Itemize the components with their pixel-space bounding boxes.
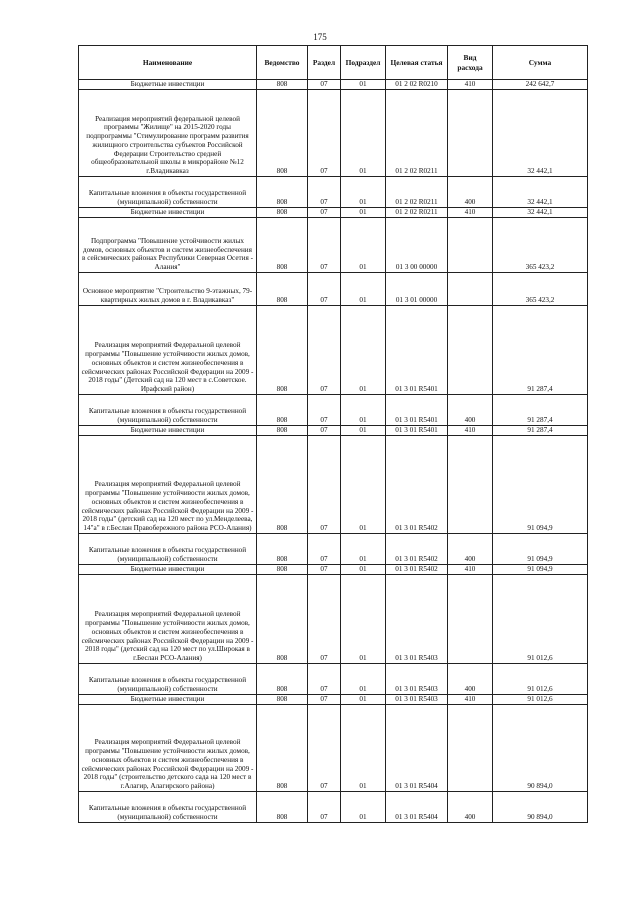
row-department: 808 — [257, 306, 308, 395]
row-subsection: 01 — [341, 792, 386, 823]
table-row — [79, 395, 588, 426]
header-subsection: Подраздел — [341, 46, 386, 80]
row-department: 808 — [257, 395, 308, 426]
row-name-text: Реализация мероприятий федеральной целевой программы "Жилище" на 2015-2020 годы подпрограммы "Стимулирование программ развития жилищного строительства субъектов Российской Федерации Строительство средней общеобразовательной школы в микрорайоне №12 г.Владикавказ — [86, 114, 249, 176]
row-department: 808 — [257, 218, 308, 273]
table-body — [79, 80, 588, 823]
row-target-article: 01 3 00 00000 — [386, 218, 448, 273]
row-name-text: Реализация мероприятий Федеральной целевой программы "Повышение устойчивости жилых домов, основных объектов и систем жизнеобеспечения в сейсмических районах Российской Федерации на 2009 - 2018 годы" (детский сад на 120 мест по ул.Менделеева, 14"а" в г.Беслан Правобережного района РСО-Алания) — [81, 480, 254, 533]
row-section: 07 — [308, 273, 341, 306]
row-expense-type — [448, 273, 493, 306]
row-name — [79, 306, 257, 395]
row-target-article: 01 3 01 R5401 — [386, 395, 448, 426]
row-sum: 90 894,0 — [493, 705, 588, 792]
row-section: 07 — [308, 306, 341, 395]
row-section: 07 — [308, 695, 341, 705]
row-name — [79, 705, 257, 792]
row-section: 07 — [308, 575, 341, 664]
row-expense-type: 410 — [448, 80, 493, 90]
row-subsection: 01 — [341, 80, 386, 90]
row-expense-type: 410 — [448, 565, 493, 575]
row-section: 07 — [308, 426, 341, 436]
row-target-article: 01 2 02 R0211 — [386, 90, 448, 177]
row-subsection: 01 — [341, 534, 386, 565]
row-department: 808 — [257, 436, 308, 534]
row-department: 808 — [257, 664, 308, 695]
row-target-article: 01 3 01 R5403 — [386, 664, 448, 695]
row-name — [79, 792, 257, 823]
row-name-text: Реализация мероприятий Федеральной целевой программы "Повышение устойчивости жилых домов, основных объектов и систем жизнеобеспечения в сейсмических районах Российской Федерации на 2009 - 2018 годы" (строительство детского сада на 120 мест в г.Алагир, Алагирского района) — [81, 738, 254, 791]
row-sum: 91 094,9 — [493, 565, 588, 575]
row-department: 808 — [257, 792, 308, 823]
row-expense-type: 400 — [448, 177, 493, 208]
row-section: 07 — [308, 792, 341, 823]
table-row — [79, 792, 588, 823]
row-subsection: 01 — [341, 90, 386, 177]
row-target-article: 01 3 01 R5401 — [386, 306, 448, 395]
row-department: 808 — [257, 90, 308, 177]
row-subsection: 01 — [341, 306, 386, 395]
budget-table — [78, 45, 588, 823]
row-section: 07 — [308, 664, 341, 695]
table-header-row — [79, 46, 588, 80]
row-subsection: 01 — [341, 426, 386, 436]
row-target-article: 01 3 01 R5403 — [386, 575, 448, 664]
row-sum: 91 012,6 — [493, 695, 588, 705]
row-subsection: 01 — [341, 177, 386, 208]
row-name — [79, 436, 257, 534]
row-target-article: 01 3 01 R5404 — [386, 792, 448, 823]
row-name-text: Капитальные вложения в объекты государственной (муниципальной) собственности — [88, 546, 247, 564]
row-section: 07 — [308, 705, 341, 792]
row-department: 808 — [257, 177, 308, 208]
row-expense-type: 400 — [448, 664, 493, 695]
row-sum: 91 094,9 — [493, 436, 588, 534]
row-expense-type: 400 — [448, 395, 493, 426]
row-sum: 91 287,4 — [493, 426, 588, 436]
header-target-article: Целевая статья — [386, 46, 448, 80]
header-sum: Сумма — [493, 46, 588, 80]
row-section: 07 — [308, 208, 341, 218]
row-target-article: 01 2 02 R0211 — [386, 177, 448, 208]
row-sum: 91 287,4 — [493, 395, 588, 426]
row-target-article: 01 3 01 R5403 — [386, 695, 448, 705]
row-name-text: Подпрограмма "Повышение устойчивости жилых домов, основных объектов и систем жизнеобеспечения в сейсмических районах Республики Северная Осетия - Алания" — [82, 236, 253, 272]
row-department: 808 — [257, 208, 308, 218]
row-target-article: 01 3 01 R5402 — [386, 565, 448, 575]
row-section: 07 — [308, 80, 341, 90]
row-subsection: 01 — [341, 395, 386, 426]
row-subsection: 01 — [341, 575, 386, 664]
row-name — [79, 534, 257, 565]
row-name — [79, 218, 257, 273]
row-target-article: 01 2 02 R0210 — [386, 80, 448, 90]
row-department: 808 — [257, 426, 308, 436]
row-subsection: 01 — [341, 695, 386, 705]
row-subsection: 01 — [341, 705, 386, 792]
row-subsection: 01 — [341, 273, 386, 306]
row-target-article: 01 2 02 R0211 — [386, 208, 448, 218]
row-name-text: Бюджетные инвестиции — [130, 208, 205, 217]
row-sum: 32 442,1 — [493, 90, 588, 177]
row-name — [79, 208, 257, 218]
header-expense-type: Вид расхода — [448, 46, 493, 80]
row-section: 07 — [308, 177, 341, 208]
row-name-text: Капитальные вложения в объекты государственной (муниципальной) собственности — [88, 407, 247, 425]
row-name-text: Бюджетные инвестиции — [130, 426, 205, 435]
row-expense-type — [448, 90, 493, 177]
row-sum: 91 287,4 — [493, 306, 588, 395]
row-sum: 365 423,2 — [493, 273, 588, 306]
table-row — [79, 565, 588, 575]
row-name — [79, 575, 257, 664]
page-number: 175 — [313, 32, 327, 42]
row-department: 808 — [257, 565, 308, 575]
row-name-text: Капитальные вложения в объекты государственной (муниципальной) собственности — [88, 676, 247, 694]
row-target-article: 01 3 01 R5401 — [386, 426, 448, 436]
row-target-article: 01 3 01 00000 — [386, 273, 448, 306]
table-row — [79, 177, 588, 208]
row-subsection: 01 — [341, 565, 386, 575]
row-name-text: Бюджетные инвестиции — [130, 695, 205, 704]
row-sum: 32 442,1 — [493, 177, 588, 208]
row-department: 808 — [257, 273, 308, 306]
table-row — [79, 436, 588, 534]
row-name — [79, 80, 257, 90]
row-section: 07 — [308, 90, 341, 177]
row-name — [79, 695, 257, 705]
row-expense-type: 400 — [448, 792, 493, 823]
table-row — [79, 218, 588, 273]
row-section: 07 — [308, 436, 341, 534]
table-row — [79, 705, 588, 792]
row-expense-type — [448, 705, 493, 792]
table-row — [79, 273, 588, 306]
row-department: 808 — [257, 534, 308, 565]
row-sum: 365 423,2 — [493, 218, 588, 273]
row-name-text: Бюджетные инвестиции — [130, 80, 205, 89]
row-sum: 91 012,6 — [493, 575, 588, 664]
row-subsection: 01 — [341, 436, 386, 534]
row-sum: 91 094,9 — [493, 534, 588, 565]
row-name — [79, 90, 257, 177]
row-expense-type — [448, 575, 493, 664]
row-name-text: Капитальные вложения в объекты государственной (муниципальной) собственности — [88, 804, 247, 822]
row-name — [79, 426, 257, 436]
table-row — [79, 80, 588, 90]
row-department: 808 — [257, 695, 308, 705]
row-name — [79, 395, 257, 426]
table-row — [79, 534, 588, 565]
row-target-article: 01 3 01 R5404 — [386, 705, 448, 792]
table-row — [79, 426, 588, 436]
table-row — [79, 306, 588, 395]
row-expense-type — [448, 218, 493, 273]
row-name — [79, 177, 257, 208]
row-expense-type: 410 — [448, 426, 493, 436]
row-sum: 90 894,0 — [493, 792, 588, 823]
row-name — [79, 565, 257, 575]
row-name — [79, 664, 257, 695]
row-name-text: Основное мероприятие "Строительство 9-этажных, 79-квартирных жилых домов в г. Владикавказ" — [82, 287, 253, 305]
header-department: Ведомство — [257, 46, 308, 80]
row-expense-type — [448, 306, 493, 395]
row-name-text: Бюджетные инвестиции — [130, 565, 205, 574]
header-section: Раздел — [308, 46, 341, 80]
row-name-text: Реализация мероприятий Федеральной целевой программы "Повышение устойчивости жилых домов, основных объектов и систем жизнеобеспечения в сейсмических районах Российской Федерации на 2009 - 2018 годы" (детский сад на 120 мест по ул.Широкая в г.Беслан РСО-Алания) — [81, 610, 254, 663]
row-expense-type — [448, 436, 493, 534]
row-name-text: Капитальные вложения в объекты государственной (муниципальной) собственности — [88, 189, 247, 207]
row-subsection: 01 — [341, 664, 386, 695]
row-subsection: 01 — [341, 208, 386, 218]
row-expense-type: 400 — [448, 534, 493, 565]
table-row — [79, 575, 588, 664]
row-section: 07 — [308, 218, 341, 273]
row-expense-type: 410 — [448, 695, 493, 705]
row-sum: 32 442,1 — [493, 208, 588, 218]
row-sum: 242 642,7 — [493, 80, 588, 90]
row-subsection: 01 — [341, 218, 386, 273]
row-department: 808 — [257, 705, 308, 792]
row-section: 07 — [308, 395, 341, 426]
table-row — [79, 208, 588, 218]
header-name: Наименование — [79, 46, 257, 80]
row-sum: 91 012,6 — [493, 664, 588, 695]
row-name-text: Реализация мероприятий Федеральной целевой программы "Повышение устойчивости жилых домов, основных объектов и систем жизнеобеспечения в сейсмических районах Российской Федерации на 2009 - 2018 годы" (Детский сад на 120 мест в с.Советское. Ирафский район) — [81, 341, 254, 394]
table-row — [79, 664, 588, 695]
row-department: 808 — [257, 80, 308, 90]
table-row — [79, 90, 588, 177]
row-department: 808 — [257, 575, 308, 664]
row-expense-type: 410 — [448, 208, 493, 218]
row-section: 07 — [308, 534, 341, 565]
row-name — [79, 273, 257, 306]
row-target-article: 01 3 01 R5402 — [386, 534, 448, 565]
table-row — [79, 695, 588, 705]
row-section: 07 — [308, 565, 341, 575]
row-target-article: 01 3 01 R5402 — [386, 436, 448, 534]
